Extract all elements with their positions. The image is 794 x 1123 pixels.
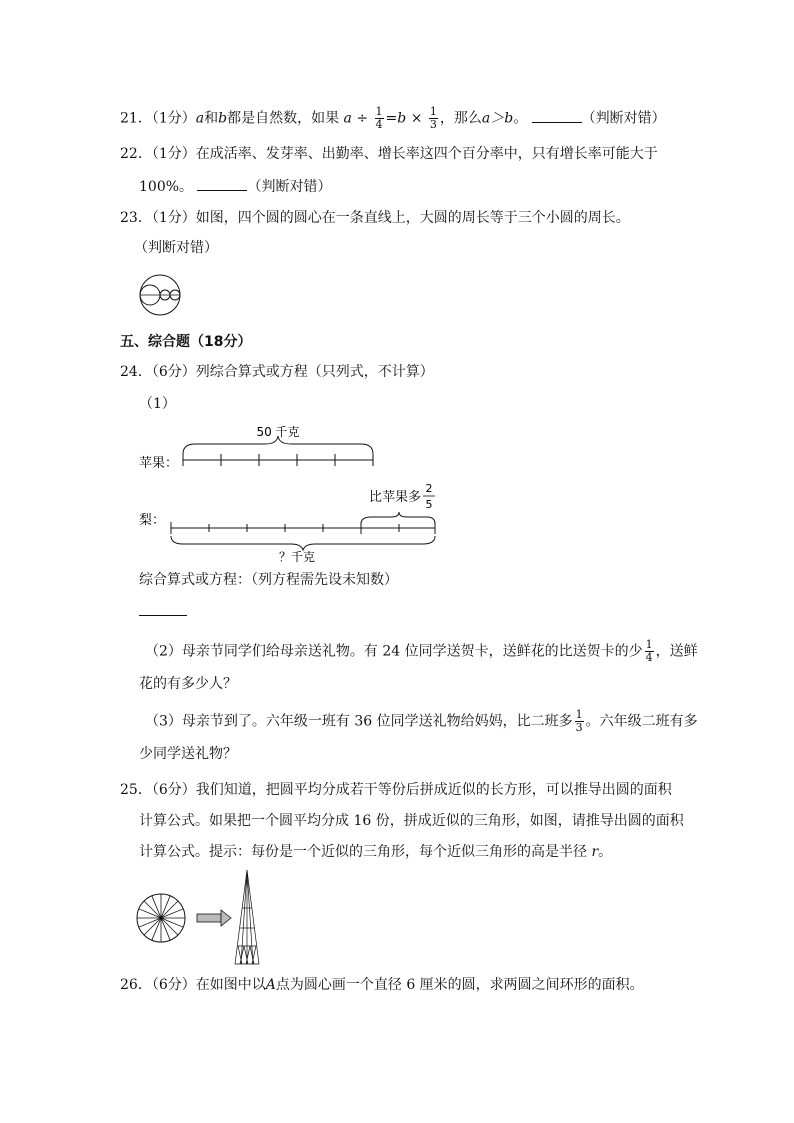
q21-fraction-2 — [429, 106, 438, 131]
q24-more-brace — [361, 512, 435, 524]
q26-text-a: 在如图中以 — [195, 977, 266, 993]
q24-answer-prompt: 综合算式或方程：（列方程需先设未知数） — [139, 572, 398, 588]
q21-var-b: b — [218, 110, 228, 127]
q24-part3-text-a: （3）母亲节到了。六年级一班有 36 位同学送礼物给妈妈，比二班多 — [145, 713, 573, 730]
q21-frac1-den: 4 — [375, 118, 383, 131]
question-26 — [120, 975, 644, 995]
q24-apple-label: 苹果： — [139, 456, 179, 471]
q21-var-a2: a — [343, 110, 352, 127]
q21-text1: 都是自然数，如果 — [227, 110, 340, 127]
q24-number: 24． — [120, 364, 152, 380]
q23-tag: （判断对错） — [134, 240, 218, 256]
q22-number: 22． — [120, 146, 152, 162]
q21-number: 21． — [120, 110, 152, 127]
q26-number: 26． — [120, 977, 152, 993]
q26-text-b: 点为圆心画一个直径 6 厘米的圆，求两圆之间环形的面积。 — [275, 977, 644, 993]
q24-part3-frac-den: 3 — [575, 721, 583, 734]
q26-point-A: A — [265, 977, 276, 993]
q24-segment-diagram — [135, 420, 455, 565]
q21-answer-blank[interactable] — [532, 108, 582, 123]
q24-part1-label: （1） — [139, 396, 176, 412]
q21-text3: 。 — [513, 110, 528, 127]
question-21 — [120, 106, 666, 131]
q21-score: （1分） — [151, 110, 196, 127]
q24-part2-cont: 花的有多少人？ — [139, 676, 237, 692]
q24-part2-frac-num: 1 — [645, 638, 653, 651]
q21-var-a: a — [195, 110, 205, 127]
q25-sector-spoke — [144, 918, 161, 935]
q21-divide-sign: ÷ — [356, 110, 369, 127]
section-5-heading: 五、综合题（18分） — [120, 334, 252, 350]
q21-frac2-num: 1 — [429, 105, 437, 118]
q24-more-frac-den: 5 — [425, 498, 433, 511]
q23-number: 23． — [120, 210, 152, 226]
q21-relation: a＞b — [481, 110, 514, 127]
q25-text3-end: 。 — [598, 844, 613, 860]
question-23-cont — [134, 238, 218, 258]
q22-answer-blank[interactable] — [197, 176, 247, 191]
q25-number: 25． — [120, 782, 152, 798]
q24-part2-fraction — [645, 639, 654, 664]
q24-score: （6分） — [151, 364, 196, 380]
q23-score: （1分） — [151, 210, 196, 226]
q24-part2-frac-den: 4 — [645, 651, 653, 664]
question-24 — [120, 362, 434, 382]
question-25 — [120, 780, 672, 800]
q21-frac2-den: 3 — [429, 118, 437, 131]
q24-part2-text-a: （2）母亲节同学们给母亲送礼物。有 24 位同学送贺卡，送鲜花的比送贺卡的少 — [145, 643, 643, 660]
q24-part2 — [145, 639, 698, 664]
q22-text1: 在成活率、发芽率、出勤率、增长率这四个百分率中，只有增长率可能大于 — [195, 146, 658, 162]
q25-sector-spoke — [161, 901, 178, 918]
q25-text3: 计算公式。提示：每份是一个近似的三角形，每个近似三角形的高是半径 — [139, 844, 587, 860]
q24-more-frac-num: 2 — [425, 482, 433, 495]
q24-part2-text-b: ，送鲜 — [655, 643, 698, 660]
q21-var-b2: b — [397, 110, 407, 127]
question-22 — [120, 144, 658, 164]
q25-triangle-figure — [235, 870, 259, 964]
q24-part3-fraction — [575, 709, 584, 734]
q25-var-r: r — [591, 844, 599, 860]
q21-times-sign: × — [410, 110, 423, 127]
q25-line2: 计算公式。如果把一个圆平均分成 16 份，拼成近似的三角形，如图，请推导出圆的面积 — [139, 813, 684, 829]
q24-pear-total-brace — [171, 536, 435, 550]
q22-score: （1分） — [151, 146, 196, 162]
q22-text2: 100%。 — [139, 179, 194, 195]
q25-sector-spoke — [144, 901, 161, 918]
q21-equals: = — [385, 110, 398, 127]
q24-part3-text-b: 。六年级二班有多 — [585, 713, 698, 730]
q25-line3 — [139, 842, 612, 862]
q24-part3 — [145, 709, 698, 734]
question-22-cont — [139, 176, 331, 197]
q21-text2: ，那么 — [439, 110, 482, 127]
q21-frac1-num: 1 — [375, 105, 383, 118]
q24-part3-frac-num: 1 — [575, 708, 583, 721]
q25-sector-circle — [137, 894, 185, 942]
q24-pear-label: 梨： — [139, 513, 166, 528]
q24-more-label: 比苹果多 — [369, 490, 422, 505]
q22-tag: （判断对错） — [247, 179, 332, 195]
q24-total-apple-label: 50 千克 — [256, 425, 300, 439]
q21-fraction-1 — [375, 106, 384, 131]
q25-arrow-icon — [197, 910, 231, 926]
q25-sector-spoke — [161, 918, 178, 935]
q24-text: 列综合算式或方程（只列式，不计算） — [195, 364, 434, 380]
q25-figure — [135, 868, 275, 968]
question-23 — [120, 208, 630, 228]
q23-text1: 如图，四个圆的圆心在一条直线上，大圆的周长等于三个小圆的周长。 — [195, 210, 630, 226]
q26-score: （6分） — [151, 977, 196, 993]
q25-text1: 我们知道，把圆平均分成若干等份后拼成近似的长方形，可以推导出圆的面积 — [195, 782, 672, 798]
q21-tag: （判断对错） — [581, 110, 666, 127]
q21-and: 和 — [204, 110, 219, 127]
q25-score: （6分） — [151, 782, 196, 798]
q23-circles-figure — [138, 274, 188, 318]
q24-pear-total-label: ？千克 — [278, 550, 316, 564]
q24-part3-cont: 少同学送礼物？ — [139, 746, 237, 762]
q24-answer-blank[interactable] — [139, 614, 187, 616]
